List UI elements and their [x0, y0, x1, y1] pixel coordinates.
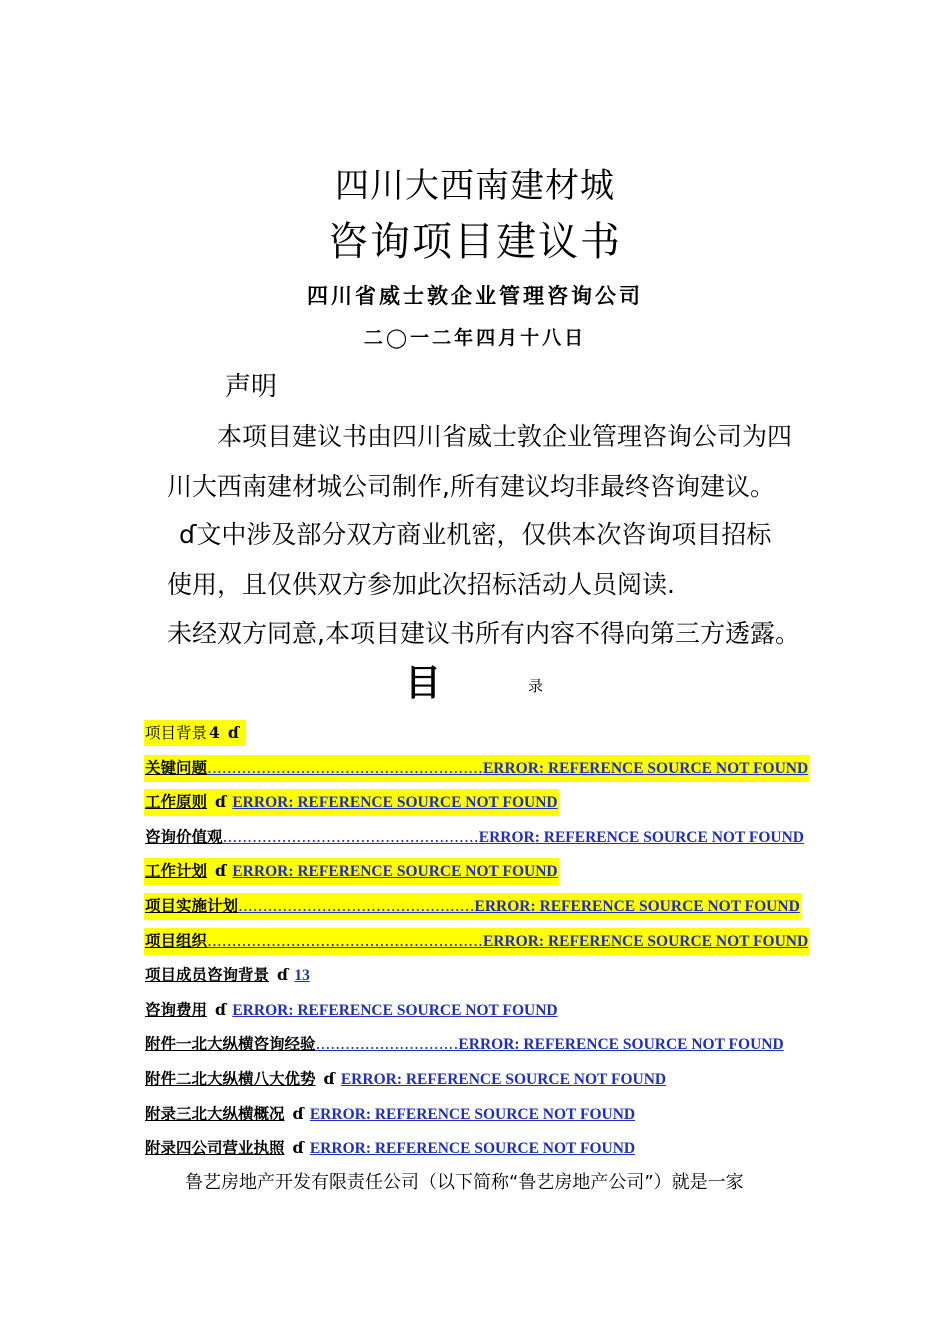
toc-item-consulting-fees[interactable]: 咨询费用 ɗ ERROR: REFERENCE SOURCE NOT FOUND: [145, 999, 558, 1019]
toc-ref-link[interactable]: ERROR: REFERENCE SOURCE NOT FOUND: [478, 828, 804, 846]
document-date: 二◯一二年四月十八日: [363, 327, 587, 349]
body-text-line: 鲁艺房地产开发有限责任公司（以下简称“鲁艺房地产公司”）就是一家: [185, 1172, 744, 1193]
toc-page-ref: 4: [209, 723, 220, 742]
toc-ref-link[interactable]: ERROR: REFERENCE SOURCE NOT FOUND: [482, 932, 809, 950]
toc-item-implementation-plan[interactable]: 项目实施计划................................................ERROR: REFERENCE SOURCE NOT FOUND: [144, 893, 814, 928]
toc-item-work-principles[interactable]: 工作原则 ɗ ERROR: REFERENCE SOURCE NOT FOUND: [144, 789, 814, 824]
toc-leader-dots: .............................: [315, 1035, 459, 1054]
toc-leader-dots: ........................................................: [207, 758, 483, 777]
toc-item-appendix-2[interactable]: 附件二北大纵横八大优势 ɗ ERROR: REFERENCE SOURCE NOT FOUND: [145, 1068, 667, 1088]
toc-ref-link[interactable]: 13: [294, 967, 310, 985]
toc-item-appendix-3[interactable]: 附录三北大纵横概况 ɗ ERROR: REFERENCE SOURCE NOT FOUND: [145, 1103, 636, 1123]
toc-item-appendix-1[interactable]: 附件一北大纵横咨询经验.............................ERROR: REFERENCE SOURCE NOT FOUND: [145, 1034, 784, 1054]
toc-ref-link[interactable]: ERROR: REFERENCE SOURCE NOT FOUND: [309, 1140, 636, 1158]
toc-item-appendix-4[interactable]: 附录四公司营业执照 ɗ ERROR: REFERENCE SOURCE NOT FOUND: [145, 1138, 636, 1158]
declaration-paragraph-2: [167, 510, 817, 610]
toc-item-project-background[interactable]: 项目背景 4 ɗ: [144, 720, 814, 755]
toc-ref-link[interactable]: ERROR: REFERENCE SOURCE NOT FOUND: [232, 863, 558, 881]
declaration-p1-line1: 本项目建议书由四川省威士敦企业管理咨询公司为四: [217, 422, 793, 451]
table-of-contents: [144, 720, 814, 1170]
toc-ref-link[interactable]: ERROR: REFERENCE SOURCE NOT FOUND: [309, 1105, 636, 1123]
toc-item-consulting-values[interactable]: 咨询价值观....................................................ERROR: REFERENCE SOURCE NOT FOUND: [145, 826, 804, 846]
toc-ref-link[interactable]: ERROR: REFERENCE SOURCE NOT FOUND: [340, 1070, 667, 1088]
declaration-p2-line1: ɗ文中涉及部分双方商业机密，仅供本次咨询项目招标: [179, 520, 772, 549]
toc-ref-link[interactable]: ERROR: REFERENCE SOURCE NOT FOUND: [474, 897, 800, 915]
toc-ref-link[interactable]: ERROR: REFERENCE SOURCE NOT FOUND: [458, 1036, 784, 1054]
toc-item-project-organization[interactable]: 项目组织........................................................ERROR: REFERENCE SOURCE NOT FOUND: [144, 928, 814, 963]
declaration-p3-line1: 未经双方同意,本项目建议书所有内容不得向第三方透露。: [167, 619, 800, 648]
toc-item-key-issues[interactable]: 关键问题........................................................ERROR: REFERENCE SOURCE NOT FOUND: [144, 755, 814, 790]
document-title-line1: 四川大西南建材城: [335, 166, 615, 206]
toc-leader-dots: ................................................: [238, 896, 475, 915]
toc-heading: 目: [405, 663, 442, 704]
toc-ref-link[interactable]: ERROR: REFERENCE SOURCE NOT FOUND: [232, 1001, 558, 1019]
declaration-heading: 声明: [225, 372, 278, 402]
company-name: 四川省威士敦企业管理咨询公司: [307, 284, 643, 308]
toc-item-work-plan[interactable]: 工作计划 ɗ ERROR: REFERENCE SOURCE NOT FOUND: [144, 858, 814, 893]
toc-ref-link[interactable]: ERROR: REFERENCE SOURCE NOT FOUND: [232, 794, 558, 812]
toc-leader-dots: ....................................................: [222, 827, 479, 846]
toc-item-member-background[interactable]: 项目成员咨询背景 ɗ 13: [145, 965, 310, 985]
toc-leader-dots: ........................................................: [207, 931, 483, 950]
declaration-p2-line2: 使用，且仅供双方参加此次招标活动人员阅读.: [167, 570, 675, 599]
declaration-paragraph-1: [167, 412, 817, 512]
toc-ref-link[interactable]: ERROR: REFERENCE SOURCE NOT FOUND: [482, 759, 809, 777]
declaration-p1-line2: 川大西南建材城公司制作,所有建议均非最终咨询建议。: [167, 472, 775, 501]
toc-heading-small: 录: [528, 677, 544, 695]
document-title-line2: 咨询项目建议书: [328, 219, 622, 265]
declaration-paragraph-3: [167, 609, 817, 659]
